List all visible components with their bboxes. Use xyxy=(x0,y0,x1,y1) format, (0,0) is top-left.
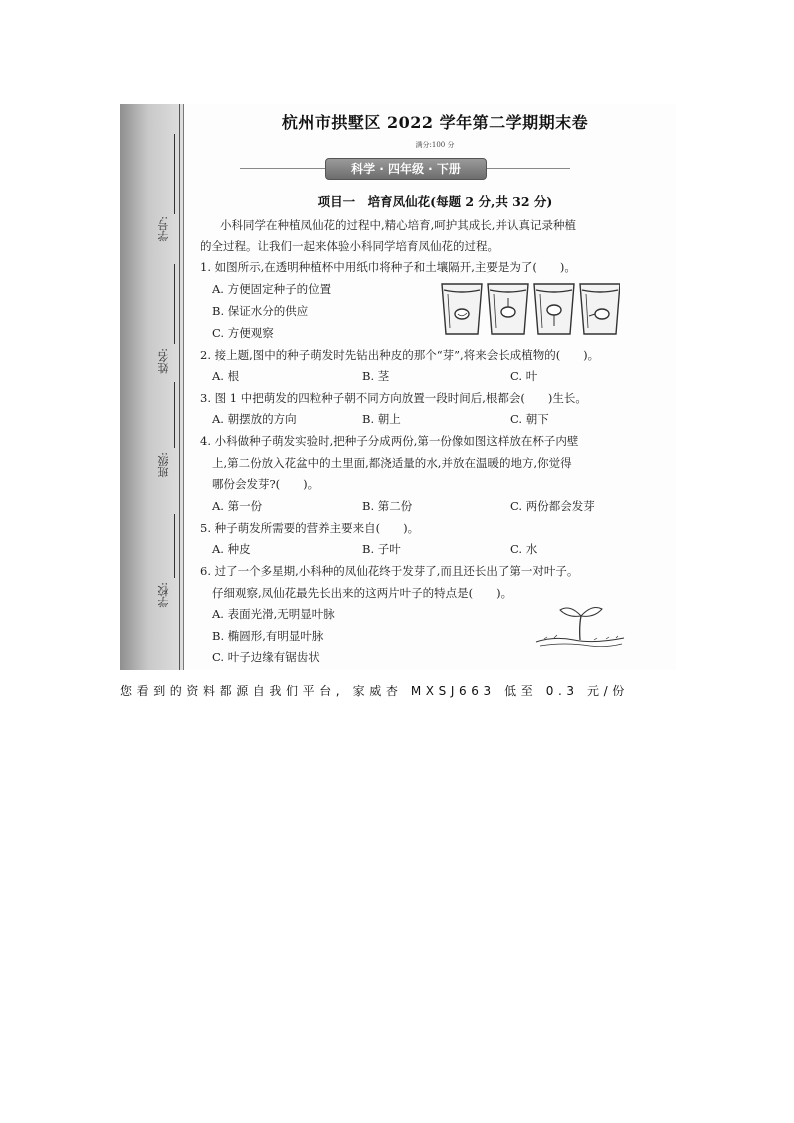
option: A. 表面光滑,无明显叶脉 xyxy=(212,607,335,621)
section-intro: 的全过程。让我们一起来体验小科同学培育凤仙花的过程。 xyxy=(200,239,499,253)
banner-rule xyxy=(485,168,570,169)
question-6-stem: 仔细观察,凤仙花最先长出来的这两片叶子的特点是( )。 xyxy=(212,586,513,600)
field-label: 学号: xyxy=(157,216,170,242)
cup-1 xyxy=(442,284,482,334)
option: B. 椭圆形,有明显叶脉 xyxy=(212,629,324,643)
option: A. 根 xyxy=(212,369,240,383)
option: B. 茎 xyxy=(362,369,390,383)
question-4-stem: 上,第二份放入花盆中的土里面,都浇适量的水,并放在温暖的地方,你觉得 xyxy=(212,456,572,470)
option: A. 第一份 xyxy=(212,499,263,513)
section-title: 项目一 培育凤仙花(每题 2 分,共 32 分) xyxy=(317,194,553,209)
option: B. 保证水分的供应 xyxy=(212,304,309,318)
sidebar-divider xyxy=(183,104,184,670)
student-name-field xyxy=(156,264,180,384)
exam-title: 杭州市拱墅区 2022 学年第二学期期末卷 xyxy=(281,113,589,132)
subject-banner: 科学 · 四年级 · 下册 xyxy=(325,158,487,180)
field-label: 学校: xyxy=(157,582,170,608)
option: B. 第二份 xyxy=(362,499,413,513)
cup-2 xyxy=(488,284,528,334)
cup-3 xyxy=(534,284,574,334)
option: C. 朝下 xyxy=(510,412,549,426)
option: A. 种皮 xyxy=(212,542,251,556)
banner-rule xyxy=(240,168,325,169)
option: C. 水 xyxy=(510,542,538,556)
student-number-field xyxy=(156,134,180,264)
field-label: 班级: xyxy=(157,452,170,478)
question-4-stem: 哪份会发芽?( )。 xyxy=(212,477,320,491)
student-info-sidebar xyxy=(120,104,183,670)
exam-sheet xyxy=(120,104,676,670)
option: B. 朝上 xyxy=(362,412,401,426)
field-underline xyxy=(174,264,175,344)
school-field xyxy=(156,514,180,644)
option: B. 子叶 xyxy=(362,542,401,556)
option: C. 方便观察 xyxy=(212,326,274,340)
planting-cups-illustration xyxy=(440,280,620,338)
option: C. 叶 xyxy=(510,369,538,383)
full-score: 满分:100 分 xyxy=(415,141,455,149)
question-6-stem: 6. 过了一个多星期,小科种的凤仙花终于发芽了,而且还长出了第一对叶子。 xyxy=(200,564,579,578)
cup-4 xyxy=(580,284,620,334)
field-underline xyxy=(174,134,175,214)
option: C. 两份都会发芽 xyxy=(510,499,595,513)
field-underline xyxy=(174,382,175,448)
field-label: 姓名: xyxy=(157,348,170,374)
section-intro: 小科同学在种植凤仙花的过程中,精心培育,呵护其成长,并认真记录种植 xyxy=(220,218,576,232)
option: A. 朝摆放的方向 xyxy=(212,412,297,426)
option: A. 方便固定种子的位置 xyxy=(212,282,332,296)
footer-note: 您看到的资料都源自我们平台, 家威杏 MXSJ663 低至 0.3 元/份 xyxy=(120,684,629,698)
class-field xyxy=(156,382,180,512)
question-3-stem: 3. 图 1 中把萌发的四粒种子朝不同方向放置一段时间后,根都会( )生长。 xyxy=(200,391,587,405)
question-1-stem: 1. 如图所示,在透明种植杯中用纸巾将种子和土壤隔开,主要是为了( )。 xyxy=(200,260,576,274)
question-5-stem: 5. 种子萌发所需要的营养主要来自( )。 xyxy=(200,521,420,535)
option: C. 叶子边缘有锯齿状 xyxy=(212,650,320,664)
question-4-stem: 4. 小科做种子萌发实验时,把种子分成两份,第一份像如图这样放在杯子内壁 xyxy=(200,434,579,448)
field-underline xyxy=(174,514,175,578)
seedling-illustration xyxy=(534,600,626,650)
question-2-stem: 2. 接上题,图中的种子萌发时先钻出种皮的那个“芽”,将来会长成植物的( )。 xyxy=(200,348,600,362)
